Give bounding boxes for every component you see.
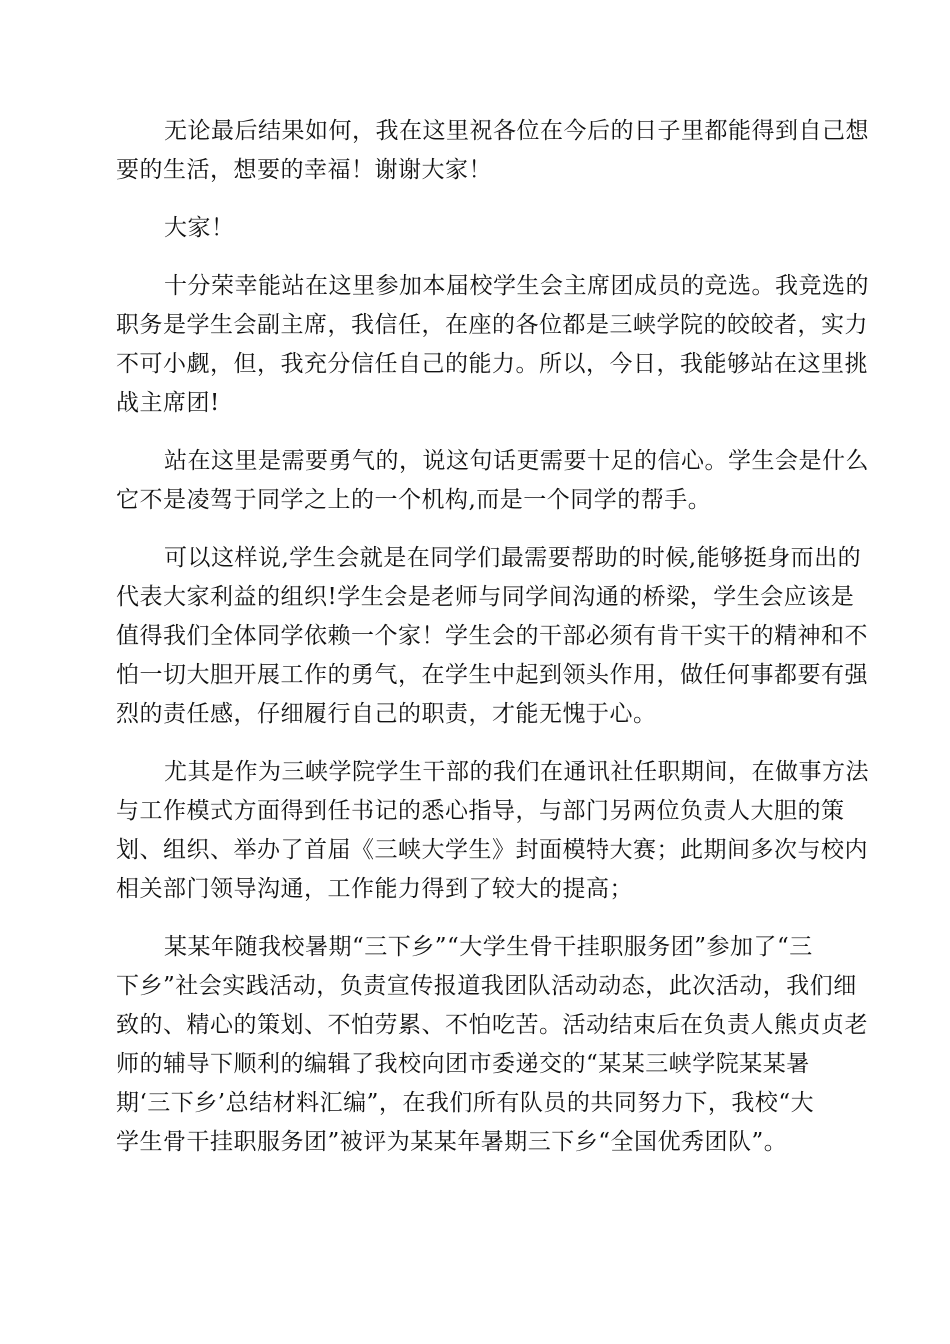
- paragraph-student-union-role: [116, 539, 868, 734]
- text-line: 职务是学生会副主席，我信任，在座的各位都是三峡学院的皎皎者，实力: [116, 312, 868, 338]
- text-line: 战主席团!: [116, 390, 220, 416]
- text-line: 致的、精心的策划、不怕劳累、不怕吃苦。活动结束后在负责人熊贞贞老: [116, 1012, 868, 1038]
- text-line: 尤其是作为三峡学院学生干部的我们在通讯社任职期间，在做事方法: [164, 759, 869, 785]
- text-line: 要的生活，想要的幸福！谢谢大家！: [116, 157, 492, 183]
- text-line: 下乡”社会实践活动，负责宣传报道我团队活动动态，此次活动，我们细: [116, 973, 857, 999]
- text-line: 不可小觑，但，我充分信任自己的能力。所以，今日，我能够站在这里挑: [116, 351, 868, 377]
- text-line: 期‘三下乡’总结材料汇编”，在我们所有队员的共同努力下，我校“大: [116, 1090, 815, 1116]
- text-line: 十分荣幸能站在这里参加本届校学生会主席团成员的竞选。我竞选的: [164, 273, 869, 299]
- text-line: 大家！: [164, 215, 235, 241]
- text-line: 可以这样说,学生会就是在同学们最需要帮助的时候,能够挺身而出的: [164, 545, 862, 571]
- paragraph-introduction: [116, 267, 869, 423]
- paragraph-experience-summer-practice: [116, 928, 868, 1162]
- text-line: 相关部门领导沟通，工作能力得到了较大的提高；: [116, 876, 633, 902]
- paragraph-greeting: [116, 209, 836, 248]
- paragraph-closing-wishes: [116, 112, 869, 190]
- text-line: 无论最后结果如何，我在这里祝各位在今后的日子里都能得到自己想: [164, 118, 869, 144]
- paragraph-courage: [116, 442, 869, 520]
- text-line: 划、组织、举办了首届《三峡大学生》封面模特大赛；此期间多次与校内: [116, 837, 868, 863]
- text-line: 它不是凌驾于同学之上的一个机构,而是一个同学的帮手。: [116, 487, 712, 513]
- text-line: 怕一切大胆开展工作的勇气，在学生中起到领头作用，做任何事都要有强: [116, 662, 868, 688]
- text-line: 师的辅导下顺利的编辑了我校向团市委递交的“某某三峡学院某某暑: [116, 1051, 810, 1077]
- text-line: 站在这里是需要勇气的，说这句话更需要十足的信心。学生会是什么: [164, 448, 869, 474]
- paragraph-experience-newsroom: [116, 753, 869, 909]
- text-line: 与工作模式方面得到任书记的悉心指导，与部门另两位负责人大胆的策: [116, 798, 845, 824]
- text-line: 值得我们全体同学依赖一个家！学生会的干部必须有肯干实干的精神和不: [116, 623, 868, 649]
- text-line: 学生骨干挂职服务团”被评为某某年暑期三下乡“全国优秀团队”。: [116, 1129, 788, 1155]
- text-line: 烈的责任感，仔细履行自己的职责，才能无愧于心。: [116, 701, 657, 727]
- text-line: 某某年随我校暑期“三下乡”“大学生骨干挂职服务团”参加了“三: [164, 934, 813, 960]
- document-body: [116, 112, 869, 1181]
- text-line: 代表大家利益的组织!学生会是老师与同学间沟通的桥梁，学生会应该是: [116, 584, 855, 610]
